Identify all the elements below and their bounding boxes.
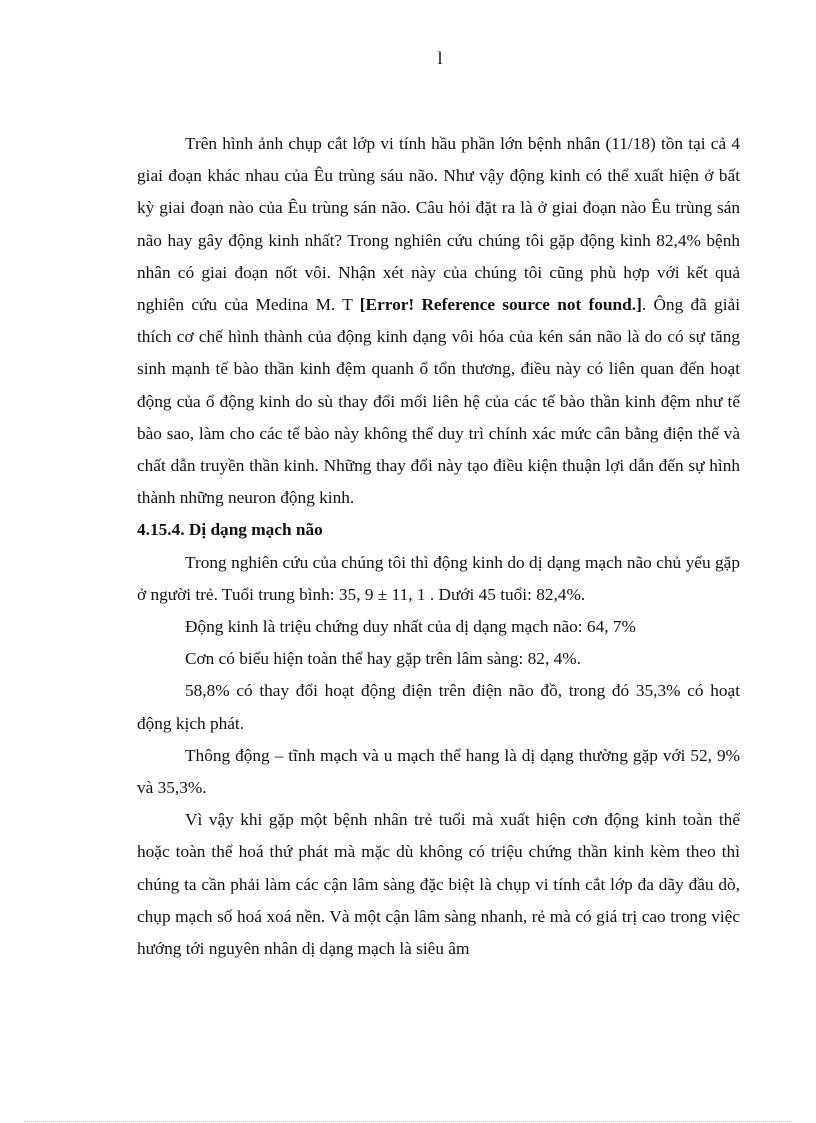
paragraph-only-symptom: Động kinh là triệu chứng duy nhất của dị dạng mạch não: 64, 7% [185, 617, 636, 637]
paragraph-age-stats: Trong nghiên cứu của chúng tôi thì động kinh do dị dạng mạch não chủ yếu gặp ở người trẻ. Tuổi trung bình: 35, 9 ± 11, 1 . Dưới 45 tuổi: 82,4%. [137, 552, 740, 604]
error-reference: [Error! Reference source not found.] [359, 295, 642, 315]
document-body [137, 128, 740, 965]
paragraph-cysticercosis-stages [137, 128, 740, 514]
page-bottom-divider [24, 1121, 792, 1122]
paragraph-generalized-seizure: Cơn có biểu hiện toàn thể hay gặp trên lâm sàng: 82, 4%. [185, 649, 581, 669]
paragraph-text-continued: . Ông đã giải thích cơ chế hình thành của động kinh dạng vôi hóa của kén sán não là do có sự tăng sinh mạnh tế bào thần kinh đệm quanh ổ tổn thương, điều này có liên quan đến hoạt động của ổ động kinh do sù thay đổi mối liên hệ của các tế bào thần kinh đệm như tế bào sao, làm cho các tế bào này không thể duy trì chính xác mức cân bằng điện thế và chất dẫn truyền thần kinh. Những thay đổi này tạo điều kiện thuận lợi dẫn đến sự hình thành những neuron động kinh. [137, 295, 740, 508]
paragraph-malformation-types: Thông động – tĩnh mạch và u mạch thể hang là dị dạng thường gặp với 52, 9% và 35,3%. [137, 745, 740, 798]
paragraph-text: Trên hình ảnh chụp cắt lớp vi tính hầu phần lớn bệnh nhân (11/18) tồn tại cả 4 giai đoạn khác nhau của Êu trùng sáu não. Như vậy động kinh có thể xuất hiện ở bất kỳ giai đoạn nào của Êu trùng sán não. Câu hỏi đặt ra là ở giai đoạn nào Êu trùng sán não hay gây động kinh nhất? Trong nghiên cứu chúng tôi gặp động kinh 82,4% bệnh nhân có giai đoạn nốt vôi. Nhận xét này của chúng tôi cũng phù hợp với kết quả nghiên cứu của Medina M. T [137, 134, 740, 315]
paragraph-eeg-changes: 58,8% có thay đổi hoạt động điện trên điện não đồ, trong đó 35,3% có hoạt động kịch phát. [137, 681, 740, 733]
section-heading: 4.15.4. Dị dạng mạch não [137, 520, 323, 540]
paragraph-conclusion: Vì vậy khi gặp một bệnh nhân trẻ tuổi mà xuất hiện cơn động kinh toàn thể hoặc toàn thể hoá thứ phát mà mặc dù không có triệu chứng thần kinh kèm theo thì chúng ta cần phải làm các cận lâm sàng đặc biệt là chụp vi tính cắt lớp đa dãy đầu dò, chụp mạch số hoá xoá nền. Và một cận lâm sàng nhanh, rẻ mà có giá trị cao trong việc hướng tới nguyên nhân dị dạng mạch là siêu âm [137, 810, 740, 959]
page-number: l [437, 48, 443, 68]
